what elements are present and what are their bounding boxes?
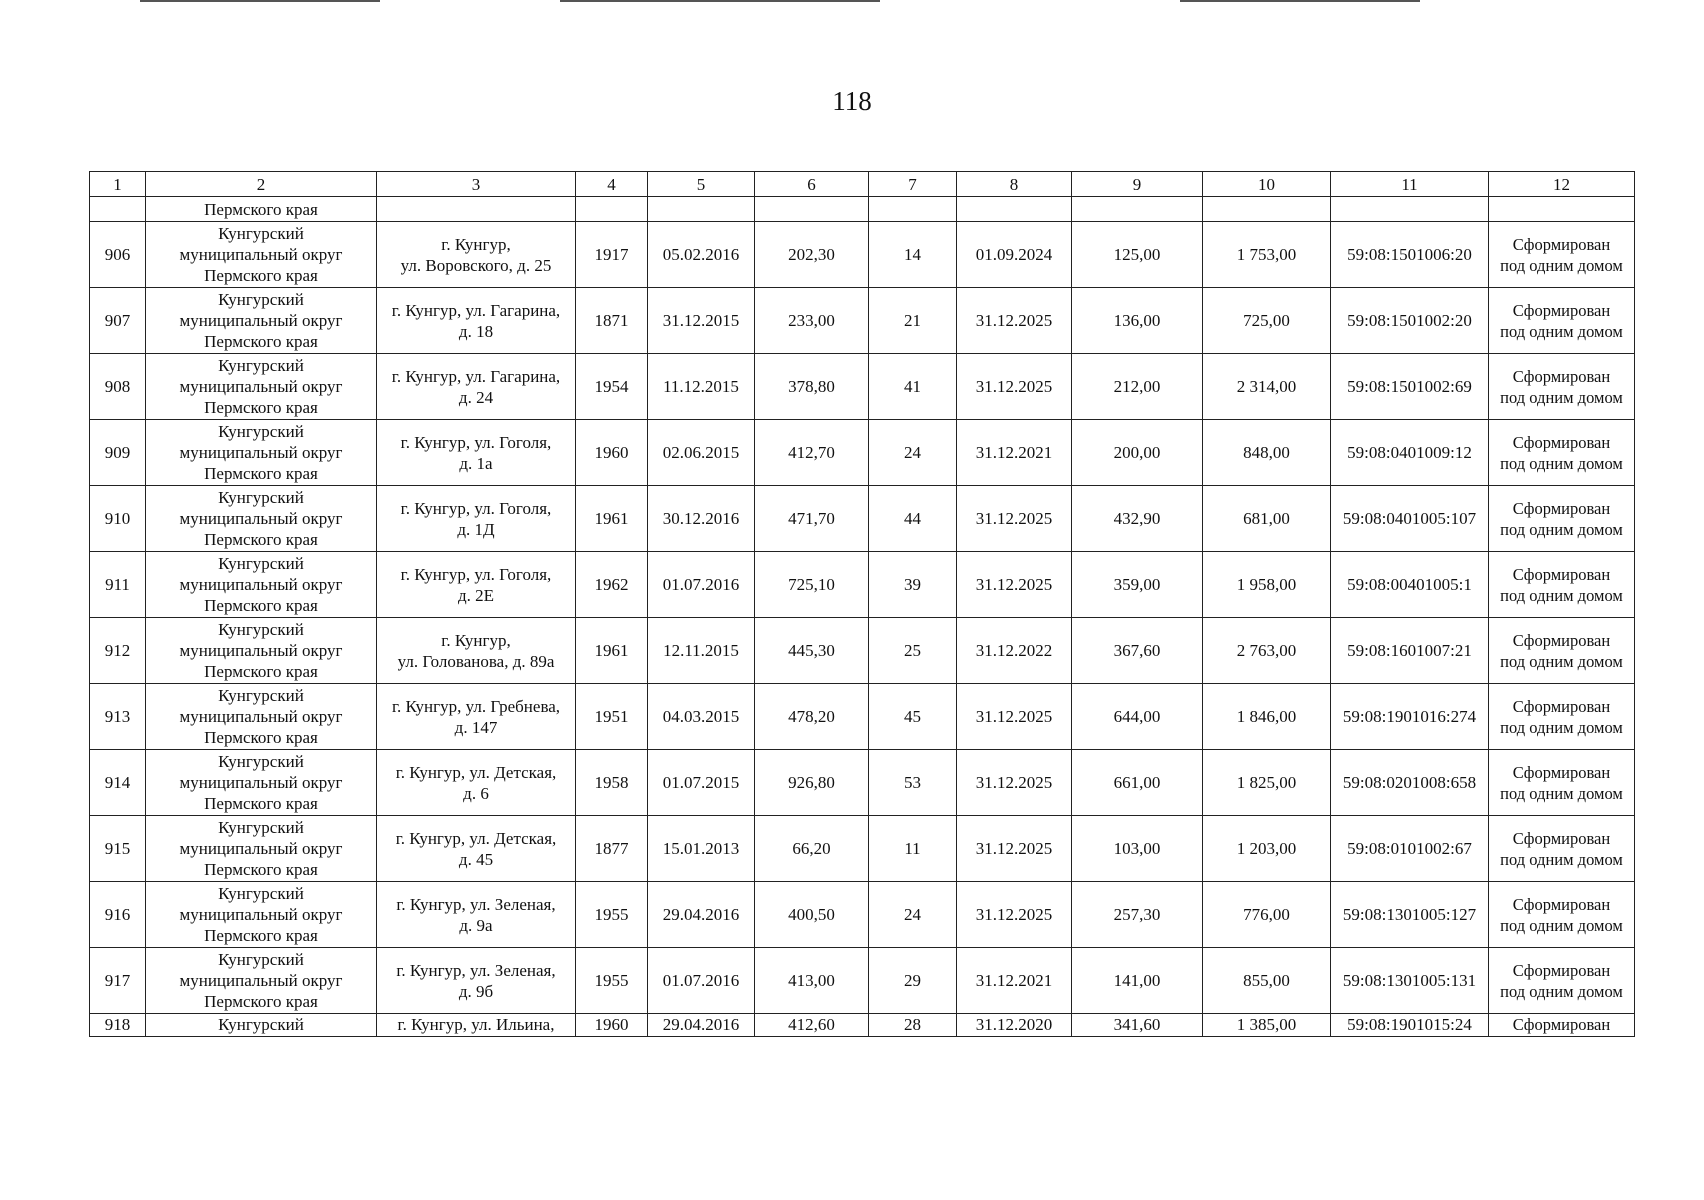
value-col10: 681,00 — [1203, 486, 1331, 552]
residents-count: 24 — [869, 420, 957, 486]
column-number: 5 — [648, 172, 755, 197]
organization-line: Пермского края — [204, 464, 318, 483]
organization — [146, 816, 377, 882]
address — [377, 420, 576, 486]
area: 400,50 — [755, 882, 869, 948]
deadline: 31.12.2025 — [957, 354, 1072, 420]
organization — [146, 420, 377, 486]
status — [1489, 816, 1635, 882]
value-col10: 1 203,00 — [1203, 816, 1331, 882]
housing-register-table — [89, 171, 1635, 1037]
value-col9: 367,60 — [1072, 618, 1203, 684]
organization-line: Кунгурский — [218, 554, 304, 573]
deadline: 31.12.2025 — [957, 552, 1072, 618]
status-line: Сформирован — [1512, 564, 1611, 584]
status-line: под одним домом — [1500, 387, 1623, 407]
column-number-row — [90, 172, 1635, 197]
area: 412,70 — [755, 420, 869, 486]
address-line: д. 45 — [458, 849, 494, 869]
organization — [146, 552, 377, 618]
status — [1489, 486, 1635, 552]
table-row — [90, 618, 1635, 684]
column-number: 11 — [1331, 172, 1489, 197]
organization-line: Пермского края — [204, 266, 318, 285]
address-line: д. 24 — [458, 387, 494, 407]
value-col10: 848,00 — [1203, 420, 1331, 486]
organization-line: Пермского края — [204, 662, 318, 681]
value-col10: 1 825,00 — [1203, 750, 1331, 816]
date: 05.02.2016 — [648, 222, 755, 288]
organization-line: муниципальный округ — [179, 905, 343, 924]
date: 12.11.2015 — [648, 618, 755, 684]
value-col10: 1 846,00 — [1203, 684, 1331, 750]
area: 202,30 — [755, 222, 869, 288]
value-col10: 1 753,00 — [1203, 222, 1331, 288]
last-row-c9: 341,60 — [1072, 1014, 1203, 1037]
organization-line: Кунгурский — [218, 620, 304, 639]
status-line: под одним домом — [1500, 717, 1623, 737]
table-row — [90, 948, 1635, 1014]
organization-line: муниципальный округ — [179, 311, 343, 330]
last-row-date: 29.04.2016 — [648, 1014, 755, 1037]
area: 233,00 — [755, 288, 869, 354]
address-line: д. 6 — [463, 783, 489, 803]
organization-line: Кунгурский — [218, 950, 304, 969]
table-row — [90, 222, 1635, 288]
organization-line: Кунгурский — [218, 224, 304, 243]
column-number: 2 — [146, 172, 377, 197]
status-line: Сформирован — [1512, 630, 1611, 650]
address — [377, 618, 576, 684]
build-year: 1961 — [576, 618, 648, 684]
area: 471,70 — [755, 486, 869, 552]
status — [1489, 948, 1635, 1014]
deadline: 31.12.2025 — [957, 816, 1072, 882]
empty-cell — [377, 197, 576, 222]
table-row — [90, 288, 1635, 354]
status-line: Сформирован — [1512, 234, 1611, 254]
organization-line: Пермского края — [204, 398, 318, 417]
address-line: г. Кунгур, — [441, 234, 511, 254]
build-year: 1955 — [576, 882, 648, 948]
organization-line: муниципальный округ — [179, 377, 343, 396]
cadastral-number: 59:08:1501002:69 — [1331, 354, 1489, 420]
value-col9: 141,00 — [1072, 948, 1203, 1014]
value-col10: 776,00 — [1203, 882, 1331, 948]
table-row — [90, 1014, 1635, 1037]
empty-cell — [755, 197, 869, 222]
row-number: 915 — [90, 816, 146, 882]
table-row — [90, 420, 1635, 486]
cadastral-number: 59:08:0101002:67 — [1331, 816, 1489, 882]
date: 15.01.2013 — [648, 816, 755, 882]
organization-line: муниципальный округ — [179, 839, 343, 858]
organization-line: муниципальный округ — [179, 575, 343, 594]
empty-cell — [1331, 197, 1489, 222]
area: 478,20 — [755, 684, 869, 750]
organization-line: Кунгурский — [218, 488, 304, 507]
status-line: Сформирован — [1512, 960, 1611, 980]
deadline: 31.12.2021 — [957, 948, 1072, 1014]
table-row — [90, 552, 1635, 618]
status-line: Сформирован — [1512, 828, 1611, 848]
row-number: 907 — [90, 288, 146, 354]
value-col9: 136,00 — [1072, 288, 1203, 354]
organization-line: муниципальный округ — [179, 245, 343, 264]
column-number: 3 — [377, 172, 576, 197]
status — [1489, 618, 1635, 684]
value-col10: 855,00 — [1203, 948, 1331, 1014]
row-number: 910 — [90, 486, 146, 552]
cadastral-number: 59:08:1601007:21 — [1331, 618, 1489, 684]
value-col9: 257,30 — [1072, 882, 1203, 948]
deadline: 31.12.2025 — [957, 684, 1072, 750]
empty-cell — [648, 197, 755, 222]
organization-line: Кунгурский — [218, 356, 304, 375]
organization-line: Кунгурский — [218, 818, 304, 837]
last-row-org: Кунгурский — [146, 1014, 377, 1037]
value-col9: 103,00 — [1072, 816, 1203, 882]
status — [1489, 420, 1635, 486]
date: 02.06.2015 — [648, 420, 755, 486]
address — [377, 486, 576, 552]
deadline: 01.09.2024 — [957, 222, 1072, 288]
status — [1489, 354, 1635, 420]
cadastral-number: 59:08:0201008:658 — [1331, 750, 1489, 816]
value-col9: 661,00 — [1072, 750, 1203, 816]
deadline: 31.12.2021 — [957, 420, 1072, 486]
area: 926,80 — [755, 750, 869, 816]
area: 445,30 — [755, 618, 869, 684]
build-year: 1951 — [576, 684, 648, 750]
cadastral-number: 59:08:1501002:20 — [1331, 288, 1489, 354]
status-line: Сформирован — [1512, 432, 1611, 452]
organization-line: муниципальный округ — [179, 707, 343, 726]
last-row-cadastral: 59:08:1901015:24 — [1331, 1014, 1489, 1037]
last-row-year: 1960 — [576, 1014, 648, 1037]
build-year: 1871 — [576, 288, 648, 354]
organization-line: Пермского края — [204, 530, 318, 549]
deadline: 31.12.2025 — [957, 750, 1072, 816]
date: 01.07.2015 — [648, 750, 755, 816]
organization-line: Кунгурский — [218, 290, 304, 309]
organization-line: муниципальный округ — [179, 641, 343, 660]
residents-count: 14 — [869, 222, 957, 288]
residents-count: 11 — [869, 816, 957, 882]
deadline: 31.12.2025 — [957, 288, 1072, 354]
column-number: 6 — [755, 172, 869, 197]
address — [377, 354, 576, 420]
deadline: 31.12.2025 — [957, 882, 1072, 948]
row-number: 909 — [90, 420, 146, 486]
scan-edge-mark — [1180, 0, 1420, 2]
address-line: г. Кунгур, ул. Гагарина, — [391, 300, 561, 320]
residents-count: 25 — [869, 618, 957, 684]
status-line: под одним домом — [1500, 453, 1623, 473]
scan-edge-mark — [140, 0, 380, 2]
residents-count: 29 — [869, 948, 957, 1014]
address — [377, 750, 576, 816]
row-number: 912 — [90, 618, 146, 684]
address-line: д. 18 — [458, 321, 494, 341]
value-col10: 1 958,00 — [1203, 552, 1331, 618]
cadastral-number: 59:08:0401005:107 — [1331, 486, 1489, 552]
cadastral-number: 59:08:1501006:20 — [1331, 222, 1489, 288]
organization — [146, 486, 377, 552]
page-number: 118 — [832, 86, 872, 116]
organization-line: Пермского края — [204, 860, 318, 879]
column-number: 9 — [1072, 172, 1203, 197]
table-row — [90, 882, 1635, 948]
status-line: под одним домом — [1500, 255, 1623, 275]
status-line: Сформирован — [1512, 498, 1611, 518]
status-line: под одним домом — [1500, 915, 1623, 935]
residents-count: 53 — [869, 750, 957, 816]
build-year: 1955 — [576, 948, 648, 1014]
date: 29.04.2016 — [648, 882, 755, 948]
organization — [146, 882, 377, 948]
continuation-row — [90, 197, 1635, 222]
address-line: г. Кунгур, — [441, 630, 511, 650]
status — [1489, 882, 1635, 948]
address-line: г. Кунгур, ул. Детская, — [395, 828, 557, 848]
row-number: 913 — [90, 684, 146, 750]
row-number: 914 — [90, 750, 146, 816]
last-row-deadline: 31.12.2020 — [957, 1014, 1072, 1037]
organization-line: Пермского края — [204, 596, 318, 615]
empty-cell — [1072, 197, 1203, 222]
cadastral-number: 59:08:1301005:131 — [1331, 948, 1489, 1014]
organization — [146, 288, 377, 354]
residents-count: 45 — [869, 684, 957, 750]
address-line: д. 1а — [459, 453, 493, 473]
build-year: 1960 — [576, 420, 648, 486]
status-line: под одним домом — [1500, 981, 1623, 1001]
row-number: 916 — [90, 882, 146, 948]
organization-line: Кунгурский — [218, 884, 304, 903]
organization-line: Пермского края — [204, 332, 318, 351]
last-row-area: 412,60 — [755, 1014, 869, 1037]
value-col10: 2 763,00 — [1203, 618, 1331, 684]
value-col9: 432,90 — [1072, 486, 1203, 552]
status-line: под одним домом — [1500, 783, 1623, 803]
build-year: 1958 — [576, 750, 648, 816]
organization — [146, 750, 377, 816]
area: 66,20 — [755, 816, 869, 882]
organization-line: муниципальный округ — [179, 443, 343, 462]
organization — [146, 222, 377, 288]
address — [377, 222, 576, 288]
table-row — [90, 816, 1635, 882]
empty-cell — [576, 197, 648, 222]
address-line: ул. Воровского, д. 25 — [400, 255, 552, 275]
organization — [146, 354, 377, 420]
status-line: под одним домом — [1500, 651, 1623, 671]
organization-line: муниципальный округ — [179, 773, 343, 792]
address — [377, 948, 576, 1014]
date: 01.07.2016 — [648, 552, 755, 618]
value-col10: 2 314,00 — [1203, 354, 1331, 420]
value-col9: 644,00 — [1072, 684, 1203, 750]
status-line: под одним домом — [1500, 321, 1623, 341]
build-year: 1962 — [576, 552, 648, 618]
address-line: г. Кунгур, ул. Гоголя, — [400, 498, 552, 518]
last-row-num: 918 — [90, 1014, 146, 1037]
address-line: д. 1Д — [457, 519, 495, 539]
organization-line: муниципальный округ — [179, 971, 343, 990]
cadastral-number: 59:08:00401005:1 — [1331, 552, 1489, 618]
status-line: Сформирован — [1512, 696, 1611, 716]
empty-cell — [957, 197, 1072, 222]
address-line: г. Кунгур, ул. Детская, — [395, 762, 557, 782]
address-line: д. 147 — [454, 717, 498, 737]
date: 04.03.2015 — [648, 684, 755, 750]
empty-cell — [869, 197, 957, 222]
date: 31.12.2015 — [648, 288, 755, 354]
address — [377, 684, 576, 750]
status-line: Сформирован — [1512, 894, 1611, 914]
continuation-text: Пермского края — [146, 197, 377, 222]
area: 378,80 — [755, 354, 869, 420]
address-line: г. Кунгур, ул. Зеленая, — [396, 960, 556, 980]
build-year: 1954 — [576, 354, 648, 420]
build-year: 1877 — [576, 816, 648, 882]
last-row-c10: 1 385,00 — [1203, 1014, 1331, 1037]
table-row — [90, 684, 1635, 750]
status — [1489, 222, 1635, 288]
status-line: Сформирован — [1512, 762, 1611, 782]
row-number: 917 — [90, 948, 146, 1014]
address-line: ул. Голованова, д. 89а — [397, 651, 555, 671]
row-number: 906 — [90, 222, 146, 288]
organization-line: Пермского края — [204, 992, 318, 1011]
address-line: д. 9а — [459, 915, 493, 935]
deadline: 31.12.2022 — [957, 618, 1072, 684]
address-line: г. Кунгур, ул. Гребнева, — [391, 696, 561, 716]
scan-edge-mark — [560, 0, 880, 2]
organization — [146, 684, 377, 750]
organization-line: Кунгурский — [218, 422, 304, 441]
address-line: д. 9б — [458, 981, 494, 1001]
table-row — [90, 750, 1635, 816]
date: 11.12.2015 — [648, 354, 755, 420]
date: 30.12.2016 — [648, 486, 755, 552]
residents-count: 41 — [869, 354, 957, 420]
organization-line: Кунгурский — [218, 686, 304, 705]
column-number: 7 — [869, 172, 957, 197]
address-line: д. 2Е — [457, 585, 495, 605]
date: 01.07.2016 — [648, 948, 755, 1014]
last-row-people: 28 — [869, 1014, 957, 1037]
status — [1489, 288, 1635, 354]
status-line: под одним домом — [1500, 849, 1623, 869]
organization-line: Пермского края — [204, 728, 318, 747]
status-line: под одним домом — [1500, 585, 1623, 605]
organization-line: Пермского края — [204, 926, 318, 945]
last-row-status: Сформирован — [1489, 1014, 1635, 1037]
address-line: г. Кунгур, ул. Зеленая, — [396, 894, 556, 914]
value-col9: 200,00 — [1072, 420, 1203, 486]
build-year: 1917 — [576, 222, 648, 288]
address — [377, 552, 576, 618]
column-number: 4 — [576, 172, 648, 197]
residents-count: 24 — [869, 882, 957, 948]
last-row-addr: г. Кунгур, ул. Ильина, — [377, 1014, 576, 1037]
table-row — [90, 486, 1635, 552]
empty-cell — [90, 197, 146, 222]
status — [1489, 750, 1635, 816]
status — [1489, 552, 1635, 618]
column-number: 10 — [1203, 172, 1331, 197]
address-line: г. Кунгур, ул. Гоголя, — [400, 432, 552, 452]
table-row — [90, 354, 1635, 420]
row-number: 908 — [90, 354, 146, 420]
area: 725,10 — [755, 552, 869, 618]
cadastral-number: 59:08:1301005:127 — [1331, 882, 1489, 948]
empty-cell — [1489, 197, 1635, 222]
build-year: 1961 — [576, 486, 648, 552]
address — [377, 816, 576, 882]
status-line: Сформирован — [1512, 300, 1611, 320]
status — [1489, 684, 1635, 750]
organization-line: Пермского края — [204, 794, 318, 813]
column-number: 1 — [90, 172, 146, 197]
address-line: г. Кунгур, ул. Гагарина, — [391, 366, 561, 386]
organization-line: муниципальный округ — [179, 509, 343, 528]
deadline: 31.12.2025 — [957, 486, 1072, 552]
address — [377, 882, 576, 948]
value-col10: 725,00 — [1203, 288, 1331, 354]
address — [377, 288, 576, 354]
empty-cell — [1203, 197, 1331, 222]
column-number: 12 — [1489, 172, 1635, 197]
organization-line: Кунгурский — [218, 752, 304, 771]
row-number: 911 — [90, 552, 146, 618]
status-line: Сформирован — [1512, 366, 1611, 386]
organization — [146, 948, 377, 1014]
area: 413,00 — [755, 948, 869, 1014]
cadastral-number: 59:08:0401009:12 — [1331, 420, 1489, 486]
column-number: 8 — [957, 172, 1072, 197]
value-col9: 359,00 — [1072, 552, 1203, 618]
address-line: г. Кунгур, ул. Гоголя, — [400, 564, 552, 584]
residents-count: 21 — [869, 288, 957, 354]
cadastral-number: 59:08:1901016:274 — [1331, 684, 1489, 750]
organization — [146, 618, 377, 684]
residents-count: 44 — [869, 486, 957, 552]
status-line: под одним домом — [1500, 519, 1623, 539]
value-col9: 125,00 — [1072, 222, 1203, 288]
value-col9: 212,00 — [1072, 354, 1203, 420]
residents-count: 39 — [869, 552, 957, 618]
